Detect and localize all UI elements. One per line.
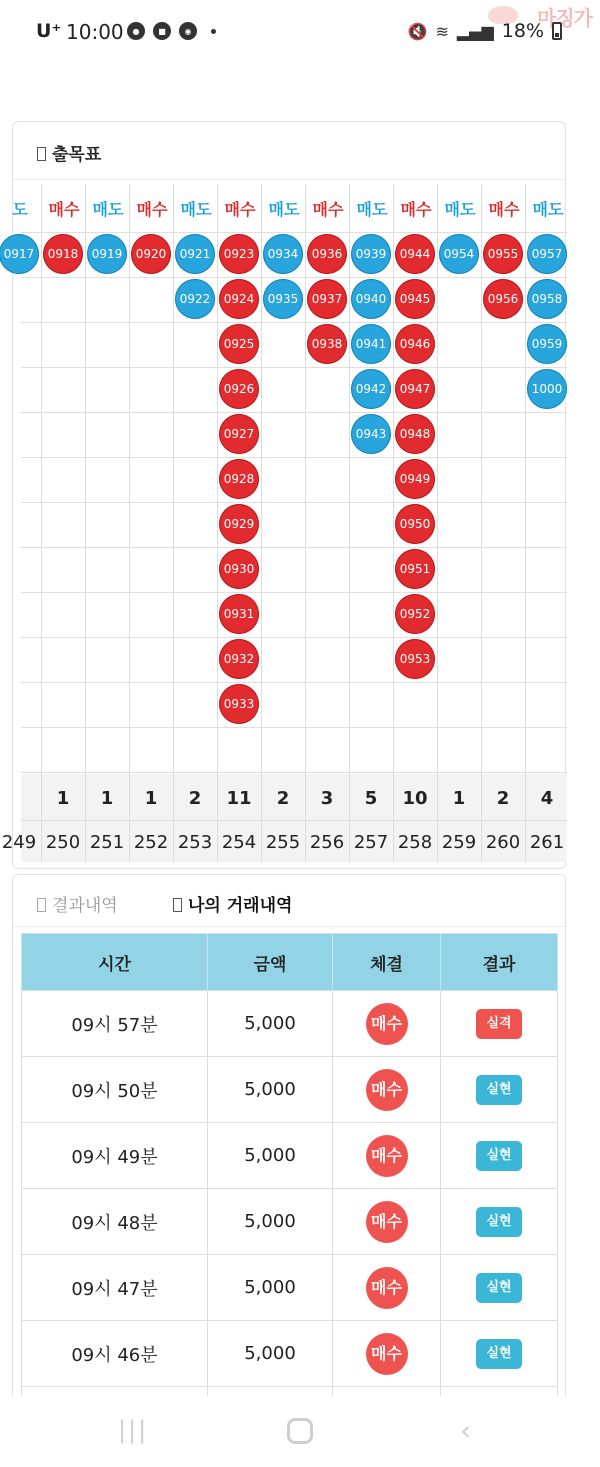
column-header-buy: 매수 (488, 199, 520, 219)
trade-type-badge: 매수 (366, 1333, 408, 1375)
missing-glyph-icon (37, 147, 46, 161)
missing-glyph-icon (173, 898, 182, 912)
carrier-label: U⁺ (36, 20, 62, 42)
column-count: 10 (402, 788, 428, 809)
chart-card-header (13, 122, 565, 180)
clock: 10:00 (66, 20, 124, 44)
outcome-ball: 0940 (351, 279, 391, 319)
chart-card-title: 출목표 (37, 140, 101, 165)
grid-column (85, 184, 129, 862)
grid-column (437, 184, 481, 862)
app-icon: ■ (153, 22, 171, 40)
outcome-ball: 0928 (219, 459, 259, 499)
trade-amount: 5,000 (208, 1255, 333, 1321)
column-count: 3 (320, 788, 334, 809)
outcome-ball: 0927 (219, 414, 259, 454)
header-result: 결과 (441, 934, 558, 991)
history-card (12, 874, 566, 1414)
trade-amount: 5,000 (208, 1123, 333, 1189)
column-header-buy: 매수 (48, 199, 80, 219)
outcome-ball: 0921 (175, 234, 215, 274)
outcome-ball: 0937 (307, 279, 347, 319)
result-badge: 실현 (476, 1273, 521, 1303)
history-header-row (22, 934, 558, 991)
column-header-sell: 매도 (92, 199, 124, 219)
grid-column (0, 184, 41, 862)
trade-amount: 5,000 (208, 1321, 333, 1387)
outcome-ball: 0944 (395, 234, 435, 274)
outcome-ball: 0934 (263, 234, 303, 274)
system-status (408, 20, 562, 42)
outcome-ball: 0947 (395, 369, 435, 409)
sync-icon: ◉ (179, 22, 197, 40)
table-row (22, 1123, 558, 1189)
trade-type-cell (333, 1123, 441, 1189)
round-number: 254 (221, 832, 257, 853)
trade-result-cell (441, 991, 558, 1057)
back-button[interactable]: ‹ (460, 1414, 472, 1447)
outcome-ball: 0949 (395, 459, 435, 499)
trade-type-badge: 매수 (366, 1003, 408, 1045)
outcome-ball: 0920 (131, 234, 171, 274)
trade-type-cell (333, 1057, 441, 1123)
header-trade: 체결 (333, 934, 441, 991)
outcome-ball: 0941 (351, 324, 391, 364)
trade-type-badge: 매수 (366, 1201, 408, 1243)
round-number: 257 (353, 832, 389, 853)
trade-time: 09시 47분 (22, 1255, 208, 1321)
round-number: 256 (309, 832, 345, 853)
result-badge: 실현 (476, 1339, 521, 1369)
outcome-ball: 0919 (87, 234, 127, 274)
outcome-ball: 0958 (527, 279, 567, 319)
outcome-ball: 0942 (351, 369, 391, 409)
column-header-buy: 매수 (136, 199, 168, 219)
home-button[interactable] (287, 1418, 313, 1444)
outcome-ball: 0956 (483, 279, 523, 319)
column-header-sell: 매도 (180, 199, 212, 219)
trade-result-cell (441, 1255, 558, 1321)
round-number: 258 (397, 832, 433, 853)
column-header-sell: 도 (12, 199, 28, 219)
table-row (22, 991, 558, 1057)
recent-apps-button[interactable]: ||| (118, 1416, 149, 1444)
history-tabs (13, 875, 565, 927)
trade-amount: 5,000 (208, 1057, 333, 1123)
missing-glyph-icon (37, 898, 46, 912)
column-header-buy: 매수 (224, 199, 256, 219)
signal-icon: ▂▄▆ (456, 21, 494, 41)
trade-time: 09시 49분 (22, 1123, 208, 1189)
column-count: 11 (226, 788, 252, 809)
outcome-ball: 0946 (395, 324, 435, 364)
trade-time: 09시 57분 (22, 991, 208, 1057)
outcome-ball: 0957 (527, 234, 567, 274)
column-header-buy: 매수 (400, 199, 432, 219)
trade-result-cell (441, 1123, 558, 1189)
wifi-icon: ≋ (435, 21, 449, 41)
history-table (21, 933, 558, 1453)
table-row (22, 1255, 558, 1321)
trade-result-cell (441, 1321, 558, 1387)
column-count: 1 (56, 788, 70, 809)
notification-icons (127, 22, 216, 40)
mute-icon: 🔇 (407, 21, 428, 41)
outcome-ball: 0953 (395, 639, 435, 679)
outcome-ball: 0948 (395, 414, 435, 454)
column-count: 4 (540, 788, 554, 809)
outcome-ball: 0931 (219, 594, 259, 634)
outcome-ball: 0922 (175, 279, 215, 319)
outcome-ball: 0925 (219, 324, 259, 364)
outcome-ball: 0959 (527, 324, 567, 364)
table-row (22, 1189, 558, 1255)
trade-time: 09시 50분 (22, 1057, 208, 1123)
trade-result-cell (441, 1189, 558, 1255)
trade-type-cell (333, 1321, 441, 1387)
round-number: 255 (265, 832, 301, 853)
round-number: 252 (133, 832, 169, 853)
round-number: 253 (177, 832, 213, 853)
result-badge: 실격 (476, 1009, 521, 1039)
outcome-ball: 0923 (219, 234, 259, 274)
round-number: 250 (45, 832, 81, 853)
column-header-sell: 매도 (356, 199, 388, 219)
outcome-ball: 0935 (263, 279, 303, 319)
trade-time: 09시 48분 (22, 1189, 208, 1255)
outcome-ball: 0955 (483, 234, 523, 274)
outcome-ball: 1000 (527, 369, 567, 409)
outcome-ball: 0943 (351, 414, 391, 454)
battery-percent: 18% (501, 20, 544, 42)
outcome-ball: 0936 (307, 234, 347, 274)
trade-type-cell (333, 1255, 441, 1321)
column-count: 1 (452, 788, 466, 809)
outcome-ball: 0924 (219, 279, 259, 319)
round-number: 251 (89, 832, 125, 853)
kakaotalk-icon: ● (127, 22, 145, 40)
column-count: 1 (100, 788, 114, 809)
column-count: 1 (144, 788, 158, 809)
column-count: 2 (276, 788, 290, 809)
trade-type-badge: 매수 (366, 1267, 408, 1309)
column-count: 2 (188, 788, 202, 809)
outcome-ball: 0929 (219, 504, 259, 544)
outcome-ball: 0918 (43, 234, 83, 274)
battery-icon (552, 22, 562, 40)
result-badge: 실현 (476, 1141, 521, 1171)
column-count (0, 780, 41, 818)
round-number: 260 (485, 832, 521, 853)
trade-type-cell (333, 991, 441, 1057)
header-amount: 금액 (208, 934, 333, 991)
grid-column (129, 184, 173, 862)
outcome-ball: 0954 (439, 234, 479, 274)
outcome-ball: 0952 (395, 594, 435, 634)
outcome-ball: 0938 (307, 324, 347, 364)
column-count: 5 (364, 788, 378, 809)
status-bar (0, 0, 600, 64)
tab-my-trades[interactable]: 나의 거래내역 (173, 891, 292, 916)
watermark-text: 마징가 (537, 6, 592, 30)
outcome-ball: 0950 (395, 504, 435, 544)
round-number: 259 (441, 832, 477, 853)
column-header-sell: 매도 (532, 199, 564, 219)
column-header-sell: 매도 (444, 199, 476, 219)
trade-result-cell (441, 1057, 558, 1123)
column-header-sell: 매도 (268, 199, 300, 219)
table-row (22, 1057, 558, 1123)
outcome-ball: 0945 (395, 279, 435, 319)
trade-type-badge: 매수 (366, 1135, 408, 1177)
outcome-grid (1, 184, 567, 864)
result-badge: 실현 (476, 1075, 521, 1105)
more-notifications-icon (211, 29, 216, 34)
outcome-ball: 0951 (395, 549, 435, 589)
column-count: 2 (496, 788, 510, 809)
outcome-ball: 0939 (351, 234, 391, 274)
round-number: 249 (1, 832, 37, 853)
trade-amount: 5,000 (208, 991, 333, 1057)
tab-results[interactable]: 결과내역 (37, 891, 118, 916)
chart-card (1, 121, 566, 869)
header-time: 시간 (22, 934, 208, 991)
column-header-buy: 매수 (312, 199, 344, 219)
outcome-ball: 0932 (219, 639, 259, 679)
system-nav-bar (0, 1396, 600, 1467)
trade-amount: 5,000 (208, 1189, 333, 1255)
outcome-ball: 0930 (219, 549, 259, 589)
round-number: 261 (529, 832, 565, 853)
trade-time: 09시 46분 (22, 1321, 208, 1387)
table-row (22, 1321, 558, 1387)
result-badge: 실현 (476, 1207, 521, 1237)
grid-column (41, 184, 85, 862)
trade-type-cell (333, 1189, 441, 1255)
outcome-ball: 0933 (219, 684, 259, 724)
trade-type-badge: 매수 (366, 1069, 408, 1111)
outcome-ball: 0917 (0, 234, 39, 274)
outcome-ball: 0926 (219, 369, 259, 409)
